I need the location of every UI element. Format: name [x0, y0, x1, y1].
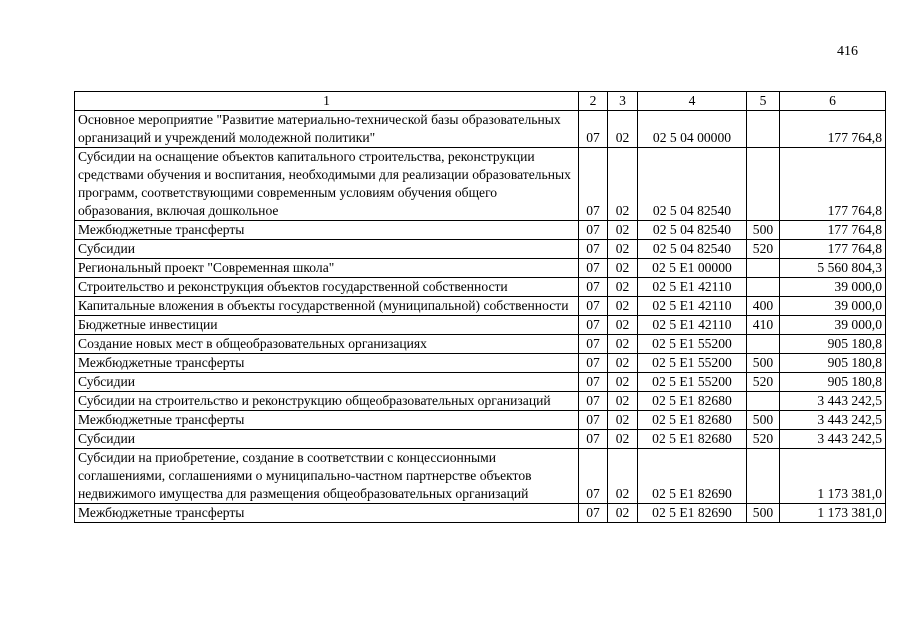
- table-row: [75, 240, 886, 259]
- section-code-cell: 07: [579, 240, 608, 259]
- item-name-cell: Субсидии: [75, 430, 579, 449]
- amount-cell: 1 173 381,0: [780, 449, 886, 504]
- subsection-code-cell: 02: [608, 297, 638, 316]
- subsection-code-cell: 02: [608, 240, 638, 259]
- expense-type-code-cell: 520: [747, 240, 780, 259]
- expense-type-code-cell: 520: [747, 430, 780, 449]
- target-article-code-cell: 02 5 04 82540: [638, 221, 747, 240]
- section-code-cell: 07: [579, 297, 608, 316]
- table-row: [75, 221, 886, 240]
- expense-type-code-cell: [747, 111, 780, 148]
- subsection-code-cell: 02: [608, 504, 638, 523]
- subsection-code-cell: 02: [608, 411, 638, 430]
- target-article-code-cell: 02 5 E1 55200: [638, 354, 747, 373]
- amount-cell: 3 443 242,5: [780, 430, 886, 449]
- amount-cell: 39 000,0: [780, 297, 886, 316]
- table-row: [75, 430, 886, 449]
- table-row: [75, 111, 886, 148]
- expense-type-code-cell: [747, 449, 780, 504]
- amount-cell: 905 180,8: [780, 335, 886, 354]
- subsection-code-cell: 02: [608, 373, 638, 392]
- expense-type-code-cell: [747, 148, 780, 221]
- subsection-code-cell: 02: [608, 449, 638, 504]
- table-row: [75, 373, 886, 392]
- subsection-code-cell: 02: [608, 316, 638, 335]
- expense-type-code-cell: [747, 335, 780, 354]
- item-name-cell: Межбюджетные трансферты: [75, 221, 579, 240]
- section-code-cell: 07: [579, 354, 608, 373]
- page-number: 416: [837, 44, 858, 59]
- section-code-cell: 07: [579, 430, 608, 449]
- section-code-cell: 07: [579, 504, 608, 523]
- target-article-code-cell: 02 5 E1 82680: [638, 392, 747, 411]
- amount-cell: 39 000,0: [780, 316, 886, 335]
- amount-cell: 177 764,8: [780, 240, 886, 259]
- item-name-cell: Субсидии: [75, 240, 579, 259]
- column-header-6: 6: [780, 92, 886, 111]
- item-name-cell: Бюджетные инвестиции: [75, 316, 579, 335]
- table-row: [75, 316, 886, 335]
- expense-type-code-cell: 500: [747, 411, 780, 430]
- expense-type-code-cell: 500: [747, 221, 780, 240]
- target-article-code-cell: 02 5 E1 55200: [638, 373, 747, 392]
- table-row: [75, 411, 886, 430]
- table-row: [75, 504, 886, 523]
- target-article-code-cell: 02 5 E1 00000: [638, 259, 747, 278]
- table-row: [75, 392, 886, 411]
- amount-cell: 39 000,0: [780, 278, 886, 297]
- table-row: [75, 335, 886, 354]
- item-name-cell: Межбюджетные трансферты: [75, 504, 579, 523]
- section-code-cell: 07: [579, 335, 608, 354]
- budget-table: [74, 91, 886, 523]
- subsection-code-cell: 02: [608, 148, 638, 221]
- expense-type-code-cell: [747, 392, 780, 411]
- subsection-code-cell: 02: [608, 259, 638, 278]
- section-code-cell: 07: [579, 411, 608, 430]
- expense-type-code-cell: 410: [747, 316, 780, 335]
- table-row: [75, 259, 886, 278]
- amount-cell: 177 764,8: [780, 148, 886, 221]
- item-name-cell: Субсидии на строительство и реконструкцию общеобразовательных организаций: [75, 392, 579, 411]
- target-article-code-cell: 02 5 04 82540: [638, 240, 747, 259]
- section-code-cell: 07: [579, 278, 608, 297]
- table-row: [75, 148, 886, 221]
- target-article-code-cell: 02 5 04 00000: [638, 111, 747, 148]
- item-name-cell: Региональный проект "Современная школа": [75, 259, 579, 278]
- section-code-cell: 07: [579, 316, 608, 335]
- section-code-cell: 07: [579, 392, 608, 411]
- subsection-code-cell: 02: [608, 278, 638, 297]
- expense-type-code-cell: 400: [747, 297, 780, 316]
- target-article-code-cell: 02 5 04 82540: [638, 148, 747, 221]
- target-article-code-cell: 02 5 E1 82680: [638, 411, 747, 430]
- subsection-code-cell: 02: [608, 430, 638, 449]
- item-name-cell: Основное мероприятие "Развитие материально-технической базы образовательных организаций и учреждений молодежной политики": [75, 111, 579, 148]
- expense-type-code-cell: [747, 278, 780, 297]
- header-row: [75, 92, 886, 111]
- subsection-code-cell: 02: [608, 335, 638, 354]
- column-header-1: 1: [75, 92, 579, 111]
- item-name-cell: Субсидии: [75, 373, 579, 392]
- section-code-cell: 07: [579, 259, 608, 278]
- subsection-code-cell: 02: [608, 111, 638, 148]
- column-header-4: 4: [638, 92, 747, 111]
- expense-type-code-cell: [747, 259, 780, 278]
- target-article-code-cell: 02 5 E1 82690: [638, 504, 747, 523]
- section-code-cell: 07: [579, 148, 608, 221]
- expense-type-code-cell: 500: [747, 504, 780, 523]
- column-header-3: 3: [608, 92, 638, 111]
- section-code-cell: 07: [579, 111, 608, 148]
- table-row: [75, 354, 886, 373]
- table-row: [75, 449, 886, 504]
- amount-cell: 905 180,8: [780, 354, 886, 373]
- section-code-cell: 07: [579, 373, 608, 392]
- target-article-code-cell: 02 5 E1 82680: [638, 430, 747, 449]
- amount-cell: 1 173 381,0: [780, 504, 886, 523]
- subsection-code-cell: 02: [608, 392, 638, 411]
- amount-cell: 905 180,8: [780, 373, 886, 392]
- amount-cell: 3 443 242,5: [780, 411, 886, 430]
- target-article-code-cell: 02 5 E1 42110: [638, 278, 747, 297]
- target-article-code-cell: 02 5 E1 42110: [638, 316, 747, 335]
- target-article-code-cell: 02 5 E1 42110: [638, 297, 747, 316]
- section-code-cell: 07: [579, 221, 608, 240]
- table-row: [75, 278, 886, 297]
- item-name-cell: Межбюджетные трансферты: [75, 354, 579, 373]
- amount-cell: 177 764,8: [780, 111, 886, 148]
- item-name-cell: Строительство и реконструкция объектов государственной собственности: [75, 278, 579, 297]
- item-name-cell: Субсидии на приобретение, создание в соответствии с концессионными соглашениями, соглашениями о муниципально-частном партнерстве объектов недвижимого имущества для размещения общеобразовательных организаций: [75, 449, 579, 504]
- item-name-cell: Капитальные вложения в объекты государственной (муниципальной) собственности: [75, 297, 579, 316]
- expense-type-code-cell: 500: [747, 354, 780, 373]
- column-header-5: 5: [747, 92, 780, 111]
- column-header-2: 2: [579, 92, 608, 111]
- amount-cell: 177 764,8: [780, 221, 886, 240]
- amount-cell: 3 443 242,5: [780, 392, 886, 411]
- item-name-cell: Межбюджетные трансферты: [75, 411, 579, 430]
- target-article-code-cell: 02 5 E1 55200: [638, 335, 747, 354]
- subsection-code-cell: 02: [608, 221, 638, 240]
- item-name-cell: Создание новых мест в общеобразовательных организациях: [75, 335, 579, 354]
- expense-type-code-cell: 520: [747, 373, 780, 392]
- table-row: [75, 297, 886, 316]
- target-article-code-cell: 02 5 E1 82690: [638, 449, 747, 504]
- subsection-code-cell: 02: [608, 354, 638, 373]
- amount-cell: 5 560 804,3: [780, 259, 886, 278]
- section-code-cell: 07: [579, 449, 608, 504]
- item-name-cell: Субсидии на оснащение объектов капитального строительства, реконструкции средствами обучения и воспитания, необходимыми для реализации образовательных программ, соответствующими современным условиям обучения общего образования, включая дошкольное: [75, 148, 579, 221]
